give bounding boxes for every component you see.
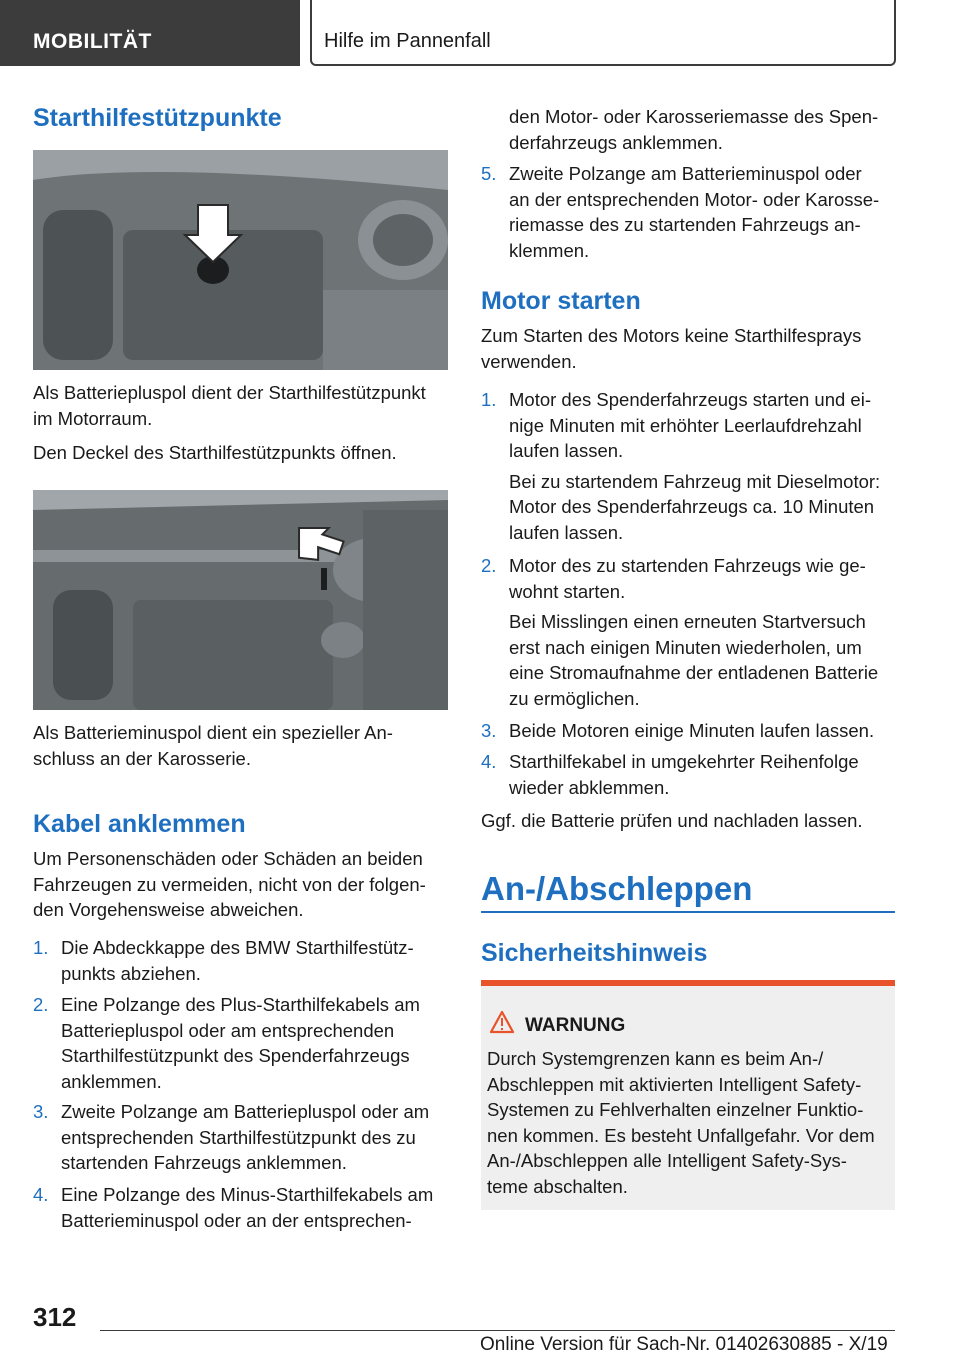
step-line: Zweite Polzange am Batteriepluspol oder am <box>61 1101 430 1122</box>
step-line: startenden Fahrzeugs anklemmen. <box>61 1152 347 1173</box>
step-note-line: erst nach einigen Minuten wiederholen, um <box>509 636 862 658</box>
step-line: Die Abdeckkappe des BMW Starthilfestütz- <box>61 937 414 958</box>
step-line: entsprechenden Starthilfestützpunkt des zu <box>61 1126 416 1148</box>
step-number: 5. <box>481 163 497 184</box>
engine-photo-minus-terminal <box>33 490 448 710</box>
step-note-line: Bei Misslingen einen erneuten Startversuch <box>509 611 866 632</box>
step-line: derfahrzeugs anklemmen. <box>509 131 723 153</box>
step-line: riemasse des zu startenden Fahrzeugs an- <box>509 214 861 235</box>
step-number: 3. <box>481 720 497 741</box>
step-number: 2. <box>481 555 497 576</box>
step-line: Batterieminuspol oder an der entsprechen- <box>61 1209 412 1231</box>
step-note-line: zu ermöglichen. <box>509 687 640 709</box>
caption-line: schluss an der Karosserie. <box>33 747 251 769</box>
caption-line: Als Batteriepluspol dient der Starthilfestützpunkt <box>33 382 426 403</box>
chapter-tab <box>310 0 896 66</box>
caption-line: im Motorraum. <box>33 407 153 429</box>
intro-line: den Vorgehensweise abweichen. <box>33 899 304 920</box>
step-line: Batteriepluspol oder am entsprechenden <box>61 1019 395 1041</box>
photo1-instruction: Den Deckel des Starthilfestützpunkts öffnen. <box>33 442 397 463</box>
engine-photo-plus-terminal <box>33 150 448 370</box>
footer-rule <box>100 1330 895 1331</box>
step-line: wieder abklemmen. <box>509 776 670 798</box>
section-tab <box>0 0 300 66</box>
photo1-caption <box>33 380 448 431</box>
step-number: 3. <box>33 1101 49 1122</box>
engine-bay-illustration-2 <box>33 490 448 710</box>
step-line: Motor des Spenderfahrzeugs starten und ei- <box>509 389 871 410</box>
warning-line: Durch Systemgrenzen kann es beim An-/ <box>487 1048 824 1069</box>
warning-line: Systemen zu Fehlverhalten einzelner Funktio- <box>487 1099 864 1120</box>
photo2-caption <box>33 720 448 771</box>
step-note-line: Bei zu startendem Fahrzeug mit Dieselmotor: <box>509 470 881 492</box>
step-line: anklemmen. <box>61 1070 162 1092</box>
warning-triangle-icon <box>489 1010 515 1034</box>
warning-title: WARNUNG <box>525 1015 626 1036</box>
step-number: 2. <box>33 994 49 1015</box>
step-number: 4. <box>33 1184 49 1205</box>
page-number: 312 <box>33 1302 77 1332</box>
caption-line: Als Batterieminuspol dient ein spezieller An- <box>33 722 393 743</box>
step-line: punkts abziehen. <box>61 962 201 984</box>
step-line: Eine Polzange des Plus-Starthilfekabels am <box>61 994 420 1015</box>
connect-step-4-continued <box>509 104 899 155</box>
step-line: Starthilfekabel in umgekehrter Reihenfolge <box>509 751 859 772</box>
heading-starthilfestuetzpunkte: Starthilfestützpunkte <box>33 104 282 132</box>
step-line: an der entsprechenden Motor- oder Karosse- <box>509 188 880 210</box>
step-note-line: laufen lassen. <box>509 521 624 543</box>
step-line: wohnt starten. <box>509 580 626 602</box>
start-outro: Ggf. die Batterie prüfen und nachladen lassen. <box>481 810 863 831</box>
heading-kabel-anklemmen: Kabel anklemmen <box>33 810 246 838</box>
intro-line: Fahrzeugen zu vermeiden, nicht von der folgen- <box>33 873 426 895</box>
step-line: den Motor- oder Karosseriemasse des Spen- <box>509 106 879 127</box>
intro-line: verwenden. <box>481 350 577 372</box>
warning-line: nen kommen. Es besteht Unfallgefahr. Vor dem <box>487 1124 875 1146</box>
step-number: 4. <box>481 751 497 772</box>
warning-line: Abschleppen mit aktivierten Intelligent Safety- <box>487 1073 862 1095</box>
warning-text <box>487 1046 891 1199</box>
warning-line: An-/Abschleppen alle Intelligent Safety-Sys- <box>487 1150 847 1171</box>
intro-line: Um Personenschäden oder Schäden an beiden <box>33 848 423 869</box>
step-line: nige Minuten mit erhöhter Leerlaufdrehzahl <box>509 414 862 436</box>
warning-line: teme abschalten. <box>487 1175 628 1197</box>
step-note-line: eine Stromaufnahme der entladenen Batterie <box>509 662 879 683</box>
connect-intro <box>33 846 448 923</box>
step-note-line: Motor des Spenderfahrzeugs ca. 10 Minuten <box>509 496 875 517</box>
heading-motor-starten: Motor starten <box>481 287 641 315</box>
heading-rule <box>481 911 895 913</box>
step-line: Beide Motoren einige Minuten laufen lassen. <box>509 720 875 741</box>
chapter-title: Hilfe im Pannenfall <box>324 30 491 52</box>
step-number: 1. <box>481 389 497 410</box>
step-line: Zweite Polzange am Batterieminuspol oder <box>509 163 862 184</box>
step-line: Motor des zu startenden Fahrzeugs wie ge- <box>509 555 866 576</box>
step-line: klemmen. <box>509 239 590 261</box>
warning-box <box>481 980 895 1210</box>
section-title: MOBILITÄT <box>33 30 152 53</box>
intro-line: Zum Starten des Motors keine Starthilfesprays <box>481 325 862 346</box>
footer-text: Online Version für Sach-Nr. 01402630885 - X/19 <box>480 1334 888 1355</box>
step-number: 1. <box>33 937 49 958</box>
heading-sicherheitshinweis: Sicherheitshinweis <box>481 939 708 967</box>
heading-an-abschleppen: An-/Abschleppen <box>481 870 753 907</box>
engine-bay-illustration-1 <box>33 150 448 370</box>
start-intro <box>481 323 895 374</box>
step-line: laufen lassen. <box>509 440 624 461</box>
step-line: Starthilfestützpunkt des Spenderfahrzeugs <box>61 1045 410 1066</box>
step-line: Eine Polzange des Minus-Starthilfekabels am <box>61 1184 434 1205</box>
